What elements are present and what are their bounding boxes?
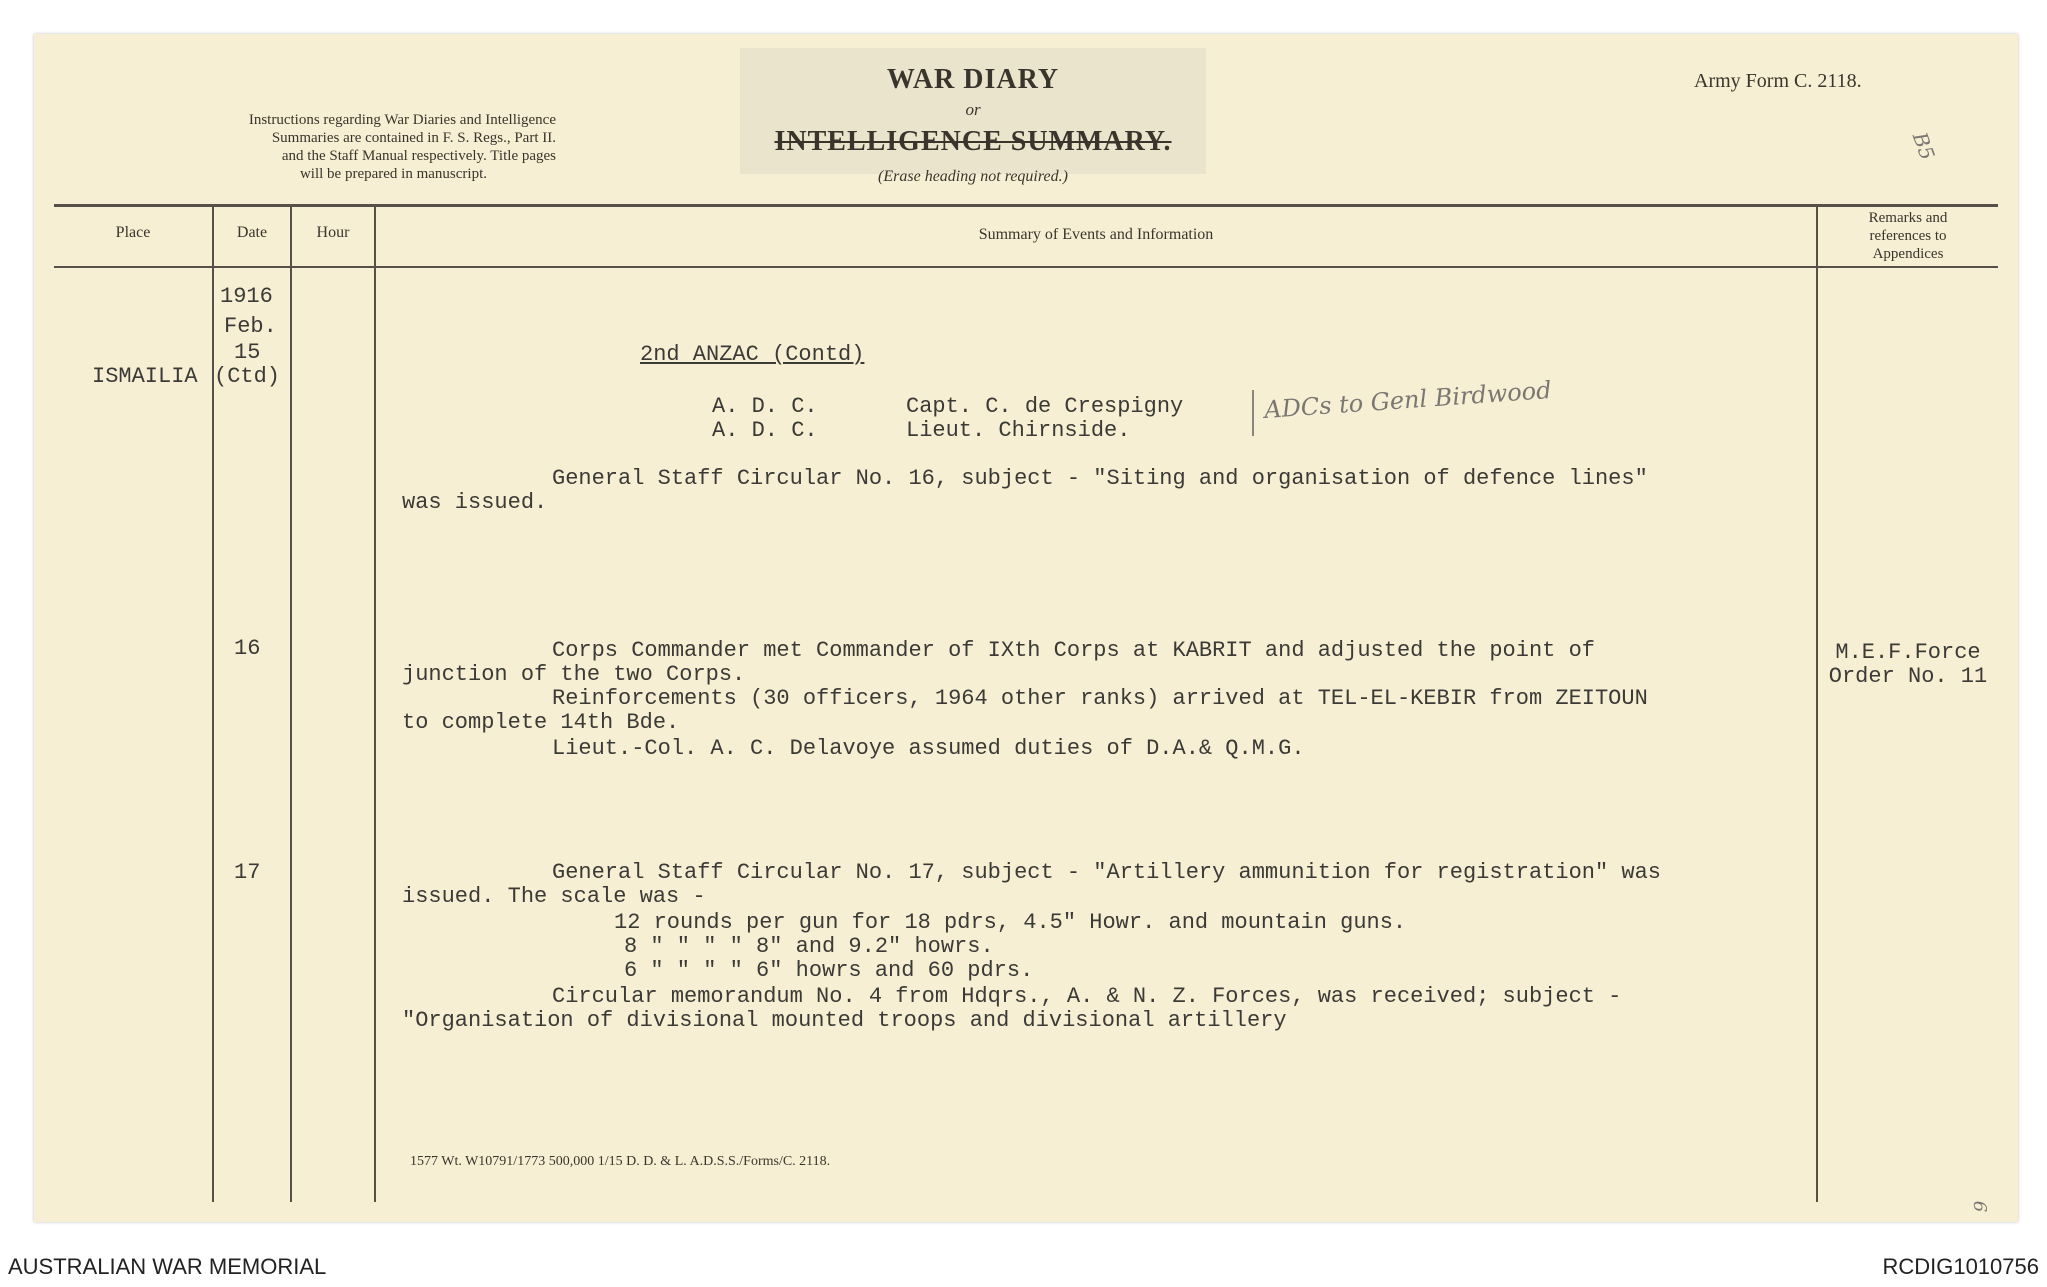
instructions-line: Instructions regarding War Diaries and Intelligence	[248, 112, 556, 128]
entry-16-line: Corps Commander met Commander of IXth Corps at KABRIT and adjusted the point of	[552, 638, 1595, 663]
adc-role: A. D. C.	[712, 394, 818, 419]
intelligence-summary-heading: INTELLIGENCE SUMMARY.	[774, 126, 1172, 157]
entry-continued: (Ctd)	[214, 364, 281, 389]
entry-16-line: junction of the two Corps.	[402, 662, 746, 687]
entry-17-line: 8 " " " " 8" and 9.2" howrs.	[624, 934, 994, 959]
print-line: 1577 Wt. W10791/1773 500,000 1/15 D. D. & L. A.D.S.S./Forms/C. 2118.	[410, 1154, 831, 1169]
diary-title: WAR DIARY	[886, 64, 1060, 95]
entry-16-line: Lieut.-Col. A. C. Delavoye assumed duties of D.A.& Q.M.G.	[552, 736, 1305, 761]
adc-handwritten-note: ADCs to Genl Birdwood	[1263, 375, 1553, 425]
adc-name: Lieut. Chirnside.	[906, 418, 1131, 443]
column-divider-hour	[374, 204, 376, 1202]
entry-17-line: 12 rounds per gun for 18 pdrs, 4.5" Howr. and mountain guns.	[614, 910, 1407, 935]
column-divider-remarks	[1816, 204, 1818, 1202]
corner-mark: B5	[1907, 129, 1940, 163]
anzac-heading: 2nd ANZAC (Contd)	[640, 342, 865, 367]
header-bottom-rule	[54, 266, 1998, 268]
entry-day-16: 16	[234, 636, 261, 661]
form-number: Army Form C. 2118.	[1694, 70, 1862, 92]
diary-page	[34, 34, 2018, 1222]
remarks-16-line: Order No. 11	[1828, 664, 1988, 689]
column-divider-place	[212, 204, 214, 1202]
entry-place: ISMAILIA	[92, 364, 198, 389]
table-top-rule	[54, 204, 1998, 207]
column-header-place: Place	[115, 224, 151, 241]
entry-17-line: "Organisation of divisional mounted troops and divisional artillery	[402, 1008, 1287, 1033]
column-header-hour: Hour	[316, 224, 350, 241]
column-header-remarks: references to	[1869, 228, 1947, 244]
column-header-date: Date	[236, 224, 268, 241]
instructions-line: Summaries are contained in F. S. Regs., Part II.	[271, 130, 556, 146]
adc-bracket	[1252, 390, 1254, 436]
entry-day-17: 17	[234, 860, 261, 885]
entry-17-line: Circular memorandum No. 4 from Hdqrs., A. & N. Z. Forces, was received; subject -	[552, 984, 1622, 1009]
entry-16-line: Reinforcements (30 officers, 1964 other ranks) arrived at TEL-EL-KEBIR from ZEITOUN	[552, 686, 1648, 711]
column-divider-date	[290, 204, 292, 1202]
side-mark: 6	[1969, 1200, 1991, 1213]
entry-day-15: 15	[234, 340, 261, 365]
instructions-line: will be prepared in manuscript.	[299, 166, 487, 182]
column-header-remarks: Appendices	[1872, 246, 1944, 262]
erase-note: (Erase heading not required.)	[878, 168, 1068, 185]
circular-16-line: was issued.	[402, 490, 548, 515]
entry-16-line: to complete 14th Bde.	[402, 710, 680, 735]
remarks-16-line: M.E.F.Force	[1835, 640, 1981, 665]
entry-17-line: General Staff Circular No. 17, subject - "Artillery ammunition for registration" was	[552, 860, 1661, 885]
instructions-line: and the Staff Manual respectively. Title pages	[281, 148, 556, 164]
entry-17-line: issued. The scale was -	[402, 884, 706, 909]
entry-17-line: 6 " " " " 6" howrs and 60 pdrs.	[624, 958, 1034, 983]
title-or: or	[965, 100, 981, 119]
adc-name: Capt. C. de Crespigny	[906, 394, 1184, 419]
entry-year: 1916	[220, 284, 273, 309]
archive-id: RCDIG1010756	[1882, 1254, 2039, 1279]
column-header-remarks: Remarks and	[1868, 210, 1948, 226]
column-header-summary: Summary of Events and Information	[978, 226, 1214, 243]
circular-16-line: General Staff Circular No. 16, subject - "Siting and organisation of defence lines"	[552, 466, 1648, 491]
adc-role: A. D. C.	[712, 418, 818, 443]
entry-month: Feb.	[224, 314, 277, 339]
archive-credit: AUSTRALIAN WAR MEMORIAL	[8, 1254, 327, 1279]
